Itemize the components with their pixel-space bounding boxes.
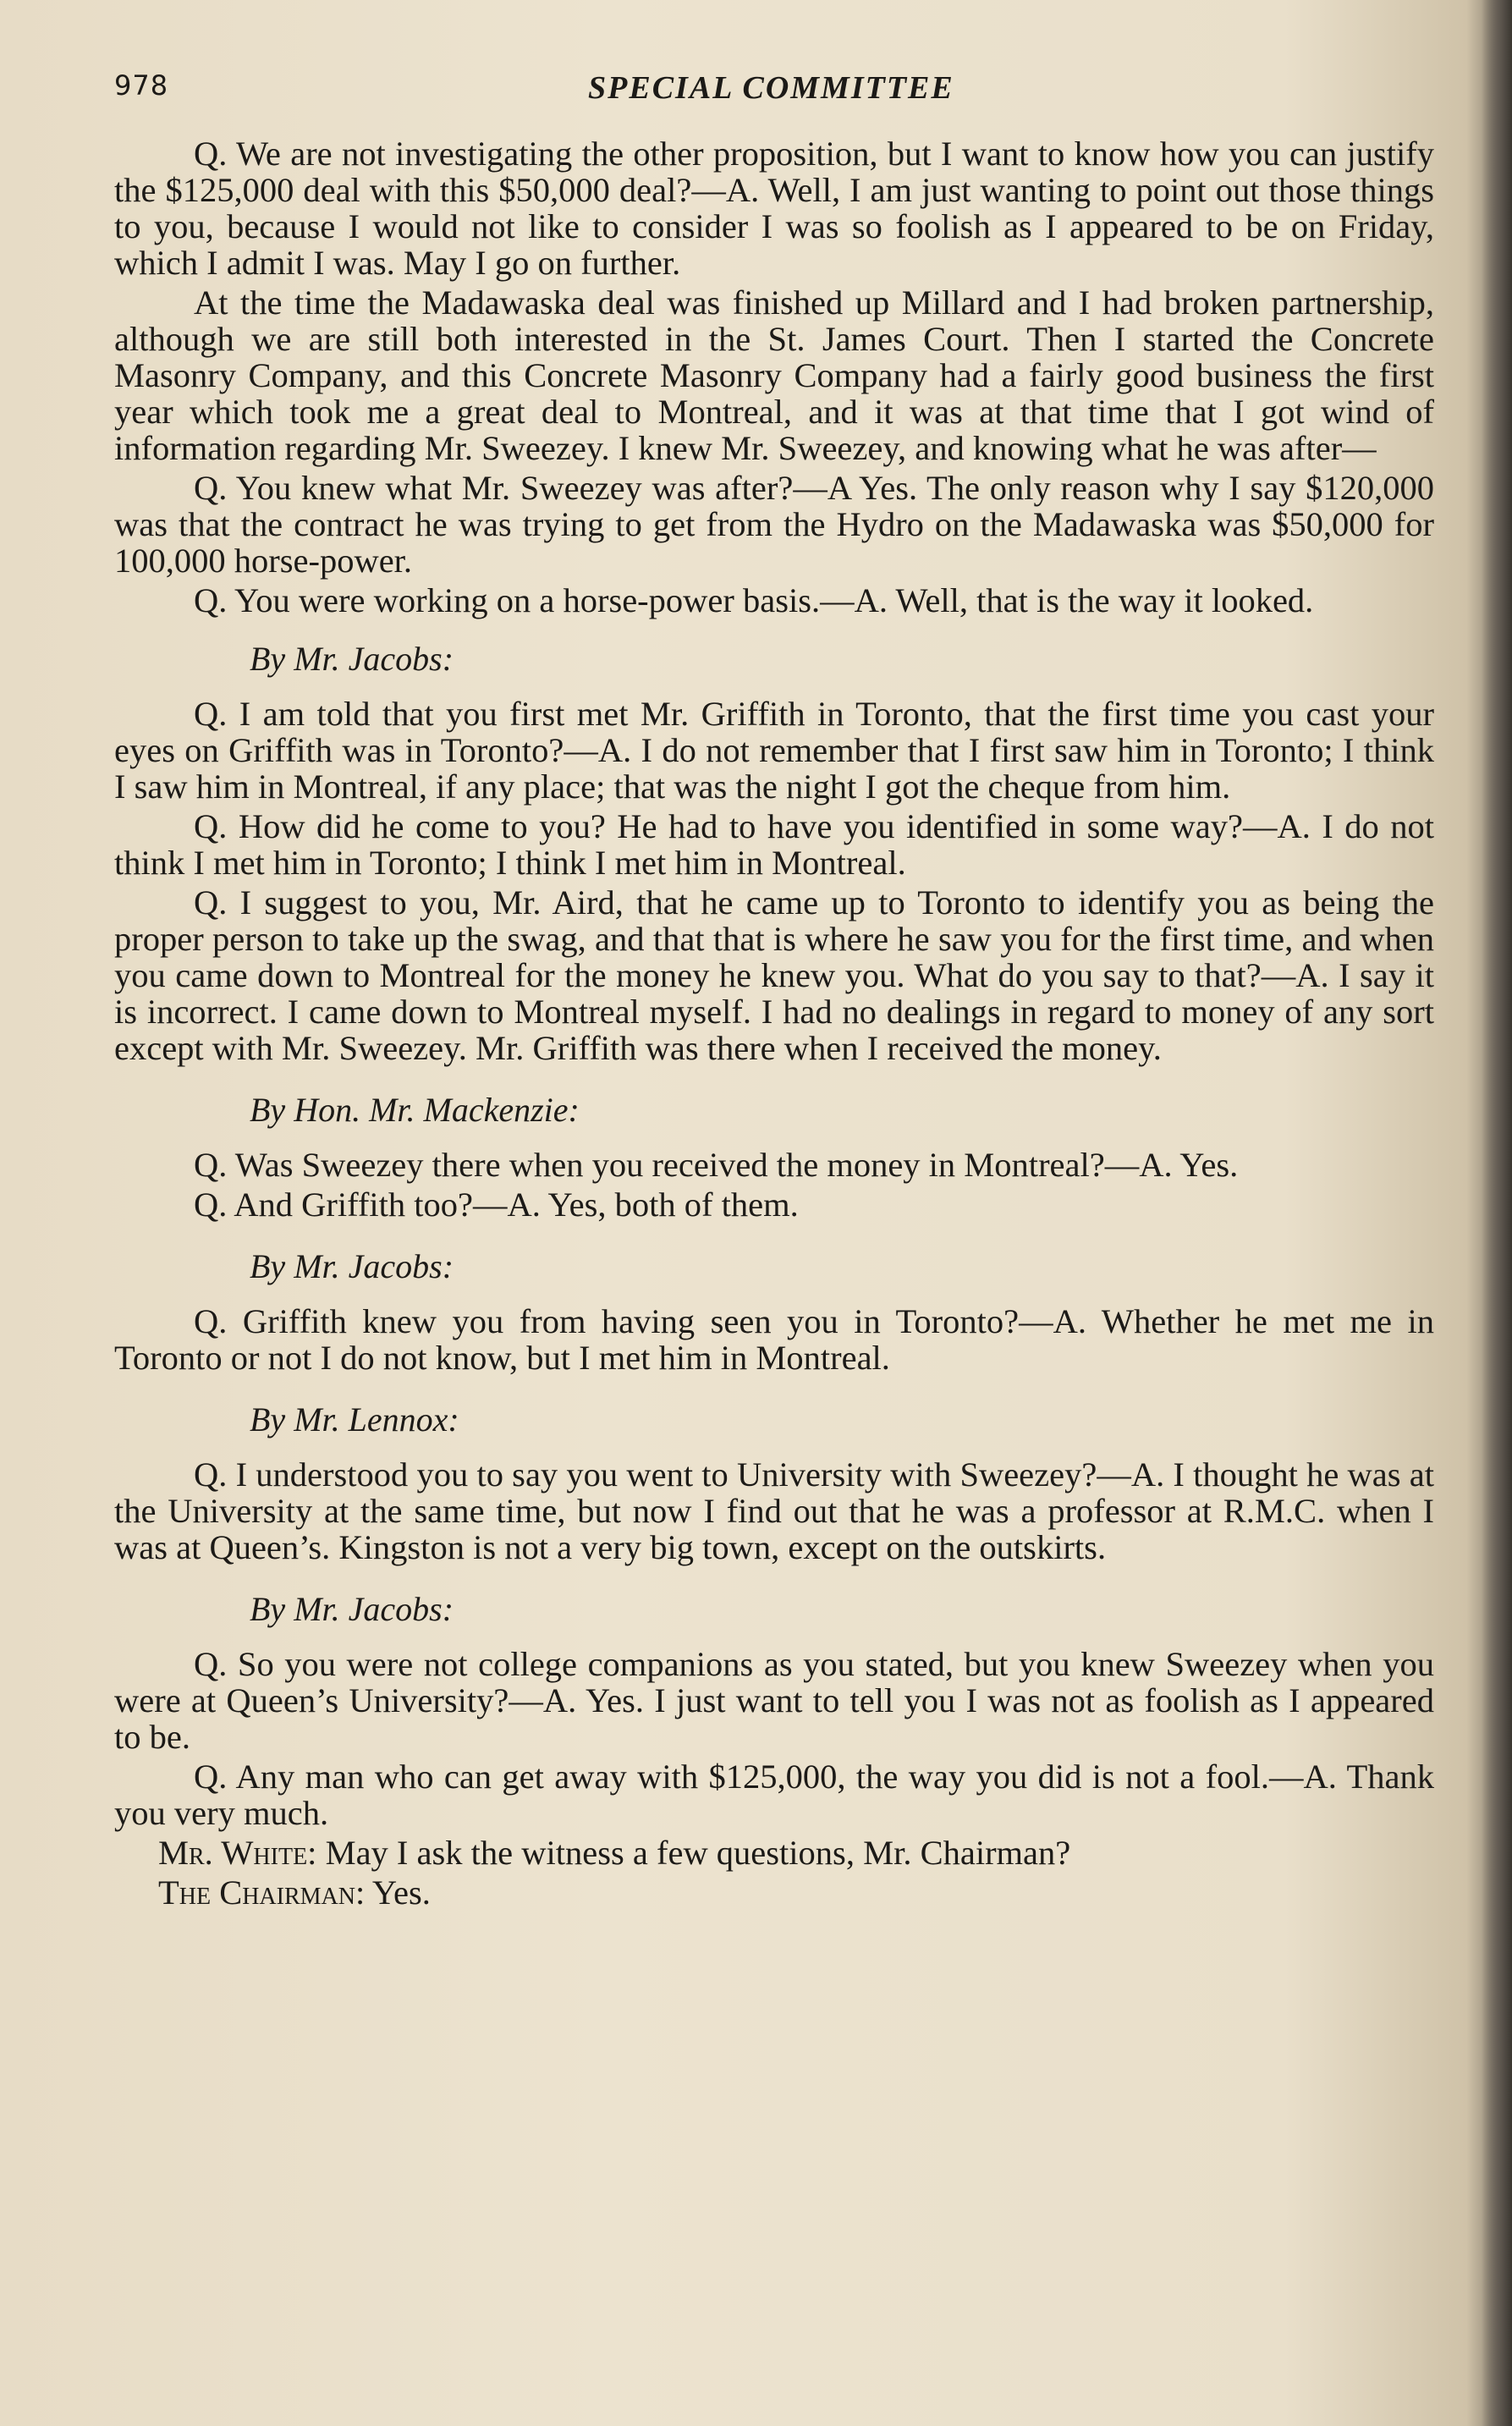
paragraph: Q. Griffith knew you from having seen you in Toronto?—A. Whether he met me in Toronto or not I do not know, but I met him in Montreal. (114, 1302, 1434, 1377)
paragraph: Q. So you were not college companions as you stated, but you knew Sweezey when you were at Queen’s University?—A. Yes. I just want to tell you I was not as foolish as I appeared to be. (114, 1645, 1434, 1756)
running-head: SPECIAL COMMITTEE (588, 70, 954, 106)
page-body (114, 135, 1434, 1914)
examiner-heading: By Mr. Jacobs: (250, 640, 454, 678)
examiner-heading: By Mr. Jacobs: (250, 1247, 454, 1285)
paragraph: Q. You knew what Mr. Sweezey was after?—A Yes. The only reason why I say $120,000 was that the contract he was trying to get from the Hydro on the Madawaska was $50,000 for 100,000 horse-power. (114, 469, 1434, 580)
paragraph: Q. Was Sweezey there when you received the money in Montreal?—A. Yes. (194, 1146, 1239, 1184)
examiner-heading: By Mr. Jacobs: (250, 1590, 454, 1628)
speaker-name: Mr. White: (158, 1834, 317, 1872)
dialog-text: Yes. (365, 1873, 431, 1912)
paragraph: Q. How did he come to you? He had to have you identified in some way?—A. I do not think I met him in Toronto; I think I met him in Montreal. (114, 807, 1434, 882)
speaker-name: The Chairman: (158, 1873, 366, 1912)
paragraph: Q. We are not investigating the other proposition, but I want to know how you can justify the $125,000 deal with this $50,000 deal?—A. Well, I am just wanting to point out those things to you, because I would not like to consider I was so foolish as I appeared to be on Friday, which I admit I was. May I go on further. (114, 135, 1434, 282)
paragraph: Q. I suggest to you, Mr. Aird, that he came up to Toronto to identify you as being the proper person to take up the swag, and that that is where he saw you for the first time, and when you came down to Montreal for the money he knew you. What do you say to that?—A. I say it is incorrect. I came down to Montreal myself. I had no dealings in regard to money of any sort except with Mr. Sweezey. Mr. Griffith was there when I received the money. (114, 883, 1434, 1067)
examiner-heading: By Mr. Lennox: (250, 1400, 459, 1439)
examiner-heading: By Hon. Mr. Mackenzie: (250, 1091, 580, 1129)
page-number: 978 (114, 69, 169, 102)
paragraph: Q. You were working on a horse-power basis.—A. Well, that is the way it looked. (194, 581, 1314, 619)
dialog-text: May I ask the witness a few questions, Mr. Chairman? (316, 1834, 1071, 1872)
paragraph: Q. And Griffith too?—A. Yes, both of them. (194, 1185, 799, 1224)
paragraph: Q. I understood you to say you went to University with Sweezey?—A. I thought he was at the University at the same time, but now I find out that he was a professor at R.M.C. when I was at Queen’s. Kingston is not a very big town, except on the outskirts. (114, 1455, 1434, 1566)
dialog-line (114, 1835, 1434, 1871)
page-binding-shadow (1482, 0, 1512, 2426)
dialog-line (114, 1874, 1434, 1911)
paragraph: Q. I am told that you first met Mr. Griffith in Toronto, that the first time you cast your eyes on Griffith was in Toronto?—A. I do not remember that I first saw him in Toronto; I think I saw him in Montreal, if any place; that was the night I got the cheque from him. (114, 695, 1434, 806)
page-header (114, 69, 1434, 112)
paragraph: Q. Any man who can get away with $125,000, the way you did is not a fool.—A. Thank you very much. (114, 1758, 1434, 1832)
paragraph: At the time the Madawaska deal was finished up Millard and I had broken partnership, although we are still both interested in the St. James Court. Then I started the Concrete Masonry Company, and this Concrete Masonry Company had a fairly good business the first year which took me a great deal to Montreal, and it was at that time that I got wind of information regarding Mr. Sweezey. I knew Mr. Sweezey, and knowing what he was after— (114, 283, 1434, 467)
